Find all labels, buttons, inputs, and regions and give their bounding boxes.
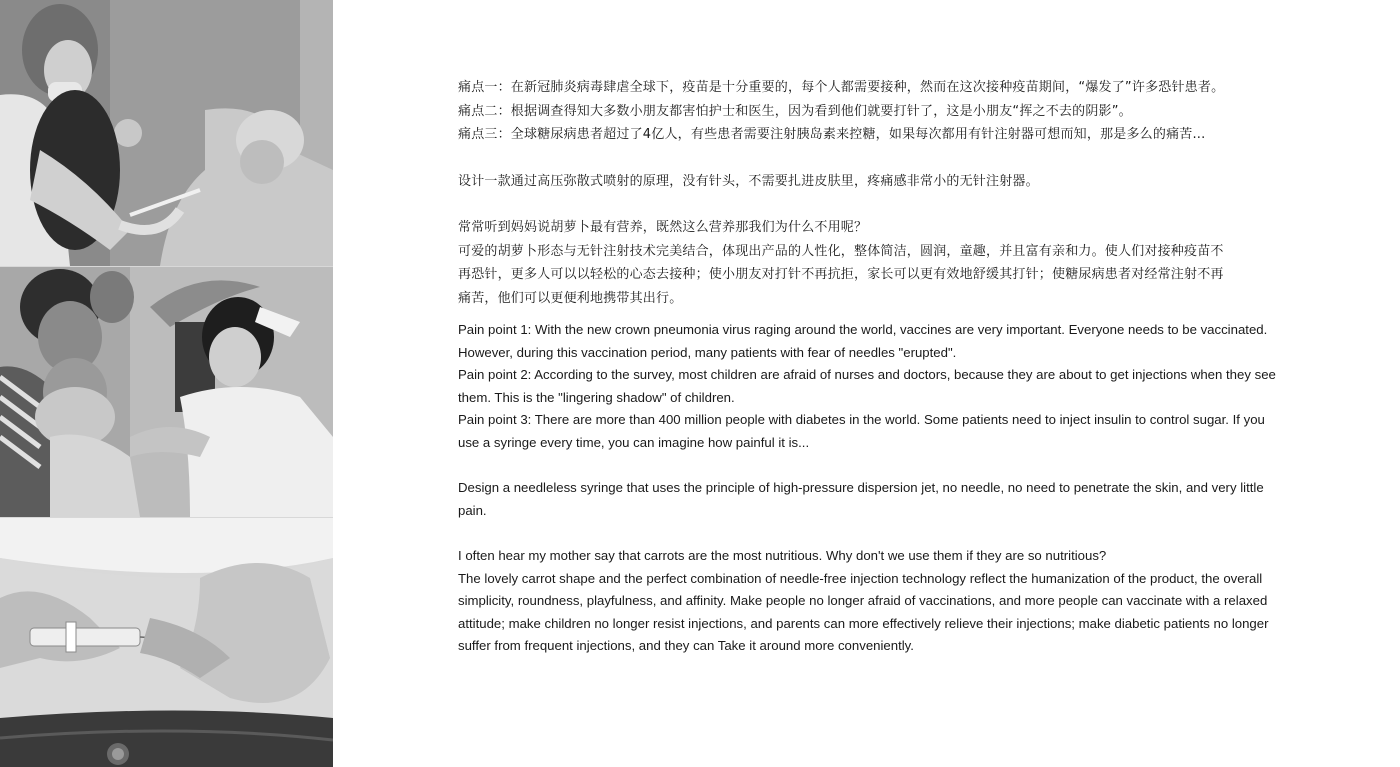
carrot-paragraph-cn-line-3: 痛苦，他们可以更便利地携带其出行。 [458, 290, 683, 306]
carrot-paragraph-en-line-2: simplicity, roundness, playfulness, and affinity. Make people no longer afraid of vaccinations, and more people can vaccinate with a relaxed [458, 593, 1268, 609]
carrot-paragraph-en-line-3: attitude; make children no longer resist injections, and parents can more effectively relieve their injections; make diabetic patients no longer [458, 615, 1269, 631]
pain-point-2-en-line-1: Pain point 2: According to the survey, most children are afraid of nurses and doctors, because they are about to get injections when they see [458, 367, 1276, 383]
pain-point-3-en-line-1: Pain point 3: There are more than 400 million people with diabetes in the world. Some patients need to inject insulin to control sugar. If you [458, 412, 1265, 428]
carrot-paragraph-en-line-4: suffer from frequent injections, and they can Take it around more conveniently. [458, 638, 914, 654]
photo-column [0, 0, 333, 767]
chinese-description [458, 76, 1283, 310]
carrot-paragraph-cn-line-1: 可爱的胡萝卜形态与无针注射技术完美结合，体现出产品的人性化，整体简洁，圆润，童趣，并且富有亲和力。使人们对接种疫苗不 [458, 243, 1224, 259]
design-statement-cn: 设计一款通过高压弥散式喷射的原理，没有针头，不需要扎进皮肤里，疼痛感非常小的无针注射器。 [458, 173, 1039, 189]
pain-point-1-en-line-2: However, during this vaccination period, many patients with fear of needles "erupted". [458, 344, 957, 360]
carrot-question-cn: 常常听到妈妈说胡萝卜最有营养，既然这么营养那我们为什么不用呢？ [458, 220, 868, 235]
pain-point-2-cn: 痛点二：根据调查得知大多数小朋友都害怕护士和医生，因为看到他们就要打针了，这是小朋友“挥之不去的阴影”。 [458, 103, 1132, 119]
english-description [458, 319, 1283, 658]
pain-point-1-cn: 痛点一：在新冠肺炎病毒肆虐全球下，疫苗是十分重要的，每个人都需要接种，然而在这次接种疫苗期间，“爆发了”许多恐针患者。 [458, 80, 1225, 95]
pain-point-2-en-line-2: them. This is the "lingering shadow" of children. [458, 389, 735, 405]
pain-point-1-en-line-1: Pain point 1: With the new crown pneumonia virus raging around the world, vaccines are very important. Everyone needs to be vaccinated. [458, 322, 1268, 337]
pain-point-3-cn: 痛点三：全球糖尿病患者超过了4亿人，有些患者需要注射胰岛素来控糖，如果每次都用有针注射器可想而知，那是多么的痛苦... [458, 127, 1206, 142]
pain-point-3-en-line-2: use a syringe every time, you can imagine how painful it is... [458, 434, 810, 450]
description-text [458, 76, 1283, 658]
insulin-syringe-abdomen-photo [0, 518, 333, 767]
vaccination-doctor-child-photo [0, 0, 333, 266]
carrot-paragraph-en-line-1: The lovely carrot shape and the perfect combination of needle-free injection technology reflect the humanization of the product, the overall [458, 570, 1263, 586]
carrot-question-en: I often hear my mother say that carrots are the most nutritious. Why don't we use them if they are so nutritious? [458, 547, 1107, 563]
design-statement-en-line-1: Design a needleless syringe that uses the principle of high-pressure dispersion jet, no needle, no need to penetrate the skin, and very little [458, 480, 1264, 496]
carrot-paragraph-cn-line-2: 再恐针，更多人可以以轻松的心态去接种；使小朋友对打针不再抗拒，家长可以更有效地舒缓其打针；使糖尿病患者对经常注射不再 [458, 267, 1224, 282]
nurse-injecting-crying-child-photo [0, 267, 333, 517]
design-statement-en-line-2: pain. [458, 502, 487, 518]
